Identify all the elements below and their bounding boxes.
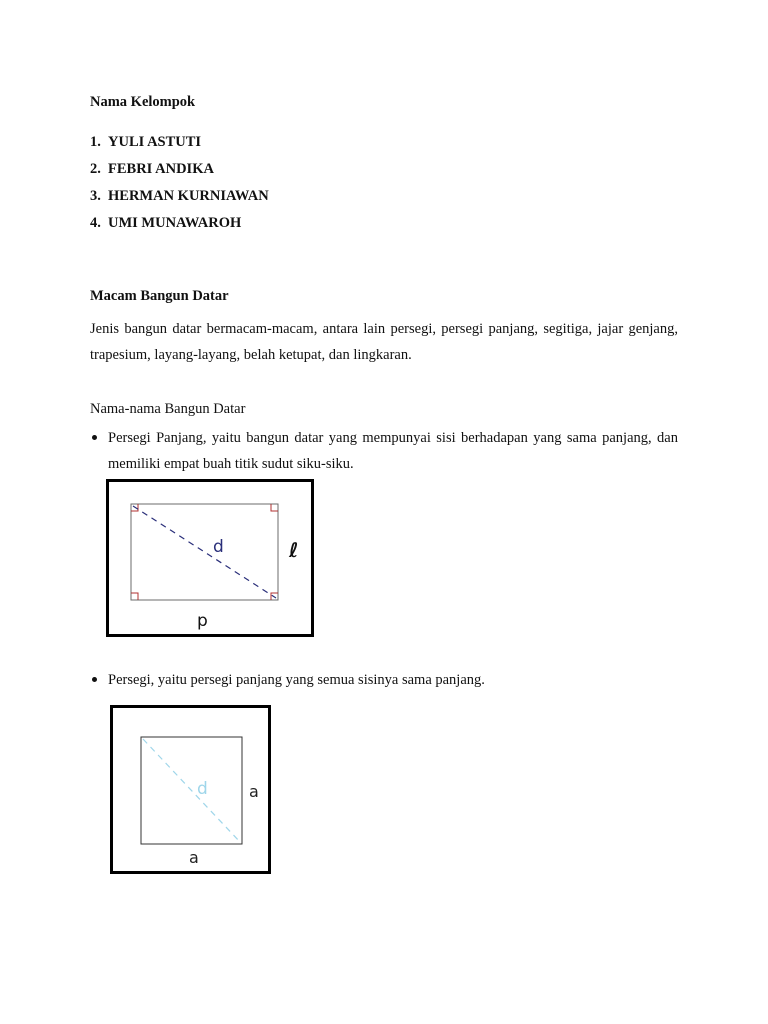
list-number: 3. bbox=[90, 188, 101, 204]
diagonal-line bbox=[143, 739, 240, 842]
rectangle-description: Persegi Panjang, yaitu bangun datar yang mempunyai sisi berhadapan yang sama panjang, dan memiliki empat buah titik sudut siku-siku. bbox=[108, 430, 678, 472]
section-heading: Macam Bangun Datar bbox=[90, 288, 229, 304]
diagonal-label: d bbox=[213, 537, 224, 557]
intro-paragraph: Jenis bangun datar bermacam-macam, antara lain persegi, persegi panjang, segitiga, jajar genjang, trapesium, layang-layang, belah ketupat, dan lingkaran. bbox=[90, 321, 678, 363]
member-name: UMI MUNAWAROH bbox=[108, 215, 242, 231]
bullet-icon bbox=[92, 435, 97, 440]
list-number: 2. bbox=[90, 161, 101, 177]
side-label: ℓ bbox=[289, 538, 299, 562]
bullet-icon bbox=[92, 677, 97, 682]
group-heading: Nama Kelompok bbox=[90, 94, 196, 110]
list-item bbox=[90, 132, 201, 152]
list-number: 1. bbox=[90, 134, 101, 150]
right-angle-marker bbox=[131, 593, 138, 600]
square-diagram bbox=[113, 708, 268, 871]
diagonal-label: d bbox=[197, 779, 208, 799]
right-angle-marker bbox=[271, 504, 278, 511]
square-description: Persegi, yaitu persegi panjang yang semua sisinya sama panjang. bbox=[108, 672, 485, 688]
list-item bbox=[90, 159, 214, 179]
square-figure bbox=[110, 705, 271, 874]
list-item bbox=[90, 186, 269, 206]
member-name: FEBRI ANDIKA bbox=[108, 161, 214, 177]
bottom-label: a bbox=[189, 848, 199, 867]
list-item bbox=[90, 213, 241, 233]
rectangle-figure bbox=[106, 479, 314, 637]
rectangle-diagram bbox=[109, 482, 311, 634]
side-label: a bbox=[249, 782, 259, 801]
subheading: Nama-nama Bangun Datar bbox=[90, 401, 246, 417]
diagonal-line bbox=[133, 506, 276, 598]
list-number: 4. bbox=[90, 215, 101, 231]
member-name: HERMAN KURNIAWAN bbox=[108, 188, 269, 204]
bottom-label: p bbox=[197, 611, 208, 631]
member-name: YULI ASTUTI bbox=[108, 134, 202, 150]
